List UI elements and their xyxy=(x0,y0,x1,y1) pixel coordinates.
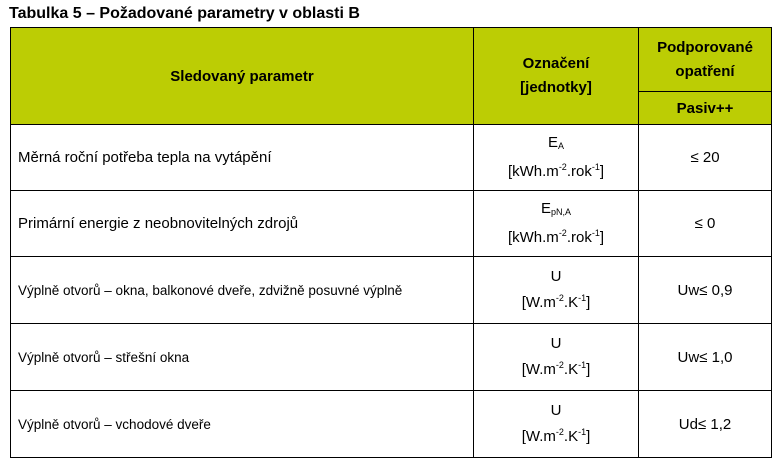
row-symbol: U xyxy=(550,401,562,419)
table-row xyxy=(11,391,772,458)
row-unit: $[W.m^{-2}.K^{-1}]$ xyxy=(521,426,591,445)
header-designation-line2: [jednotky] xyxy=(520,79,592,96)
header-pasiv: Pasiv++ xyxy=(639,92,772,125)
header-measures xyxy=(639,28,772,92)
row-designation xyxy=(474,191,639,257)
row-symbol: U xyxy=(550,334,562,352)
row-parameter: Výplně otvorů – vchodové dveře xyxy=(11,391,474,458)
row-value: ≤ 20 xyxy=(639,125,772,191)
row-parameter: Výplně otvorů – okna, balkonové dveře, zdvižně posuvné výplně xyxy=(11,257,474,324)
row-symbol: $E_{pN,A}$ xyxy=(540,199,572,217)
header-designation-line1: Označení xyxy=(522,55,590,72)
row-value: Uw≤ 1,0 xyxy=(639,324,772,391)
row-value: Uw≤ 0,9 xyxy=(639,257,772,324)
requirements-table xyxy=(10,27,772,458)
row-value: ≤ 0 xyxy=(639,191,772,257)
header-measures-line2: opatření xyxy=(675,62,735,80)
row-unit: $[W.m^{-2}.K^{-1}]$ xyxy=(521,359,591,378)
row-parameter: Primární energie z neobnovitelných zdrojů xyxy=(11,191,474,257)
row-symbol: $E_A$ xyxy=(547,133,565,151)
row-designation xyxy=(474,324,639,391)
table-row xyxy=(11,257,772,324)
row-designation xyxy=(474,391,639,458)
header-measures-line1: Podporované xyxy=(657,38,753,56)
table-row xyxy=(11,191,772,257)
row-unit: $[kWh.m^{-2}.rok^{-1}]$ xyxy=(507,227,605,246)
row-unit: $[kWh.m^{-2}.rok^{-1}]$ xyxy=(507,161,605,180)
row-designation xyxy=(474,257,639,324)
row-value: Ud≤ 1,2 xyxy=(639,391,772,458)
header-parameter: Sledovaný parametr xyxy=(11,28,474,125)
header-designation xyxy=(474,28,639,125)
row-designation xyxy=(474,125,639,191)
row-parameter: Výplně otvorů – střešní okna xyxy=(11,324,474,391)
row-parameter: Měrná roční potřeba tepla na vytápění xyxy=(11,125,474,191)
table-caption: Tabulka 5 – Požadované parametry v oblasti B xyxy=(9,5,360,22)
table-row xyxy=(11,125,772,191)
row-unit: $[W.m^{-2}.K^{-1}]$ xyxy=(521,292,591,311)
row-symbol: U xyxy=(550,267,562,285)
table-row xyxy=(11,324,772,391)
